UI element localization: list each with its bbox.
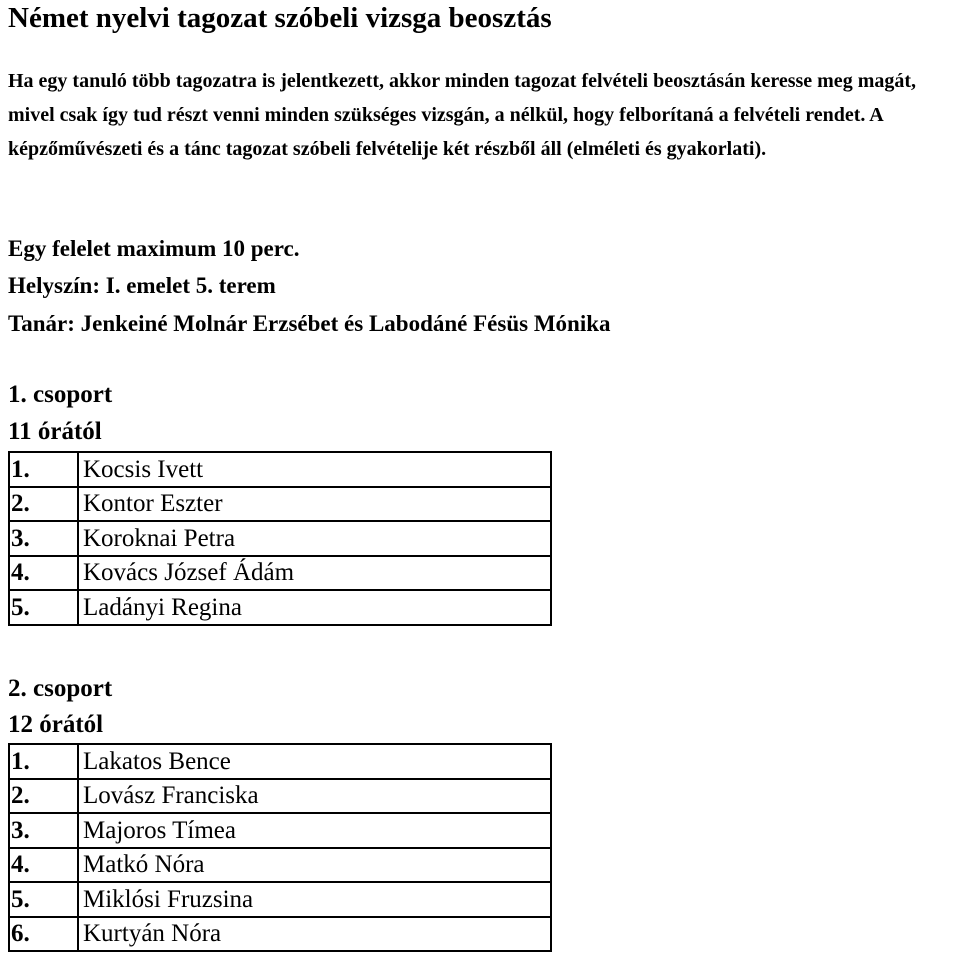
student-number: 4.: [9, 848, 78, 883]
student-name: Kontor Eszter: [78, 487, 551, 522]
student-number: 5.: [9, 882, 78, 917]
table-row: [9, 521, 551, 556]
table-row: [9, 744, 551, 779]
student-name: Lovász Franciska: [78, 779, 551, 814]
student-name: Kovács József Ádám: [78, 556, 551, 591]
student-number: 2.: [9, 779, 78, 814]
table-row: [9, 882, 551, 917]
table-row: [9, 779, 551, 814]
student-number: 1.: [9, 452, 78, 487]
group-2-name: 2. csoport: [8, 675, 113, 702]
student-number: 6.: [9, 917, 78, 952]
table-row: [9, 917, 551, 952]
table-row: [9, 848, 551, 883]
student-number: 2.: [9, 487, 78, 522]
student-name: Miklósi Fruzsina: [78, 882, 551, 917]
table-row: [9, 590, 551, 625]
group-2-time: 12 órától: [8, 711, 104, 738]
duration-text: Egy felelet maximum 10 perc.: [8, 236, 300, 261]
table-row: [9, 813, 551, 848]
table-row: [9, 556, 551, 591]
student-name: Lakatos Bence: [78, 744, 551, 779]
student-name: Matkó Nóra: [78, 848, 551, 883]
intro-paragraph: Ha egy tanuló több tagozatra is jelentkezett, akkor minden tagozat felvételi beosztásán keresse meg magát, mivel csak így tud részt venni minden szükséges vizsgán, a nélkül, hogy felborítaná a felvételi rendet. A képzőművészeti és a tánc tagozat szóbeli felvételije két részből áll (elméleti és gyakorlati).: [8, 70, 917, 160]
group-1-time: 11 órától: [8, 418, 102, 445]
student-name: Kocsis Ivett: [78, 452, 551, 487]
page-title: Német nyelvi tagozat szóbeli vizsga beosztás: [8, 2, 552, 34]
student-number: 3.: [9, 521, 78, 556]
student-name: Kurtyán Nóra: [78, 917, 551, 952]
student-name: Ladányi Regina: [78, 590, 551, 625]
student-name: Koroknai Petra: [78, 521, 551, 556]
student-number: 3.: [9, 813, 78, 848]
student-name: Majoros Tímea: [78, 813, 551, 848]
student-number: 4.: [9, 556, 78, 591]
table-row: [9, 487, 551, 522]
group-2-table: [8, 743, 552, 952]
student-number: 1.: [9, 744, 78, 779]
location-text: Helyszín: I. emelet 5. terem: [8, 273, 276, 298]
student-number: 5.: [9, 590, 78, 625]
group-1-table: [8, 451, 552, 626]
teacher-text: Tanár: Jenkeiné Molnár Erzsébet és Labodáné Fésüs Mónika: [8, 311, 611, 336]
group-1-name: 1. csoport: [8, 381, 113, 408]
table-row: [9, 452, 551, 487]
